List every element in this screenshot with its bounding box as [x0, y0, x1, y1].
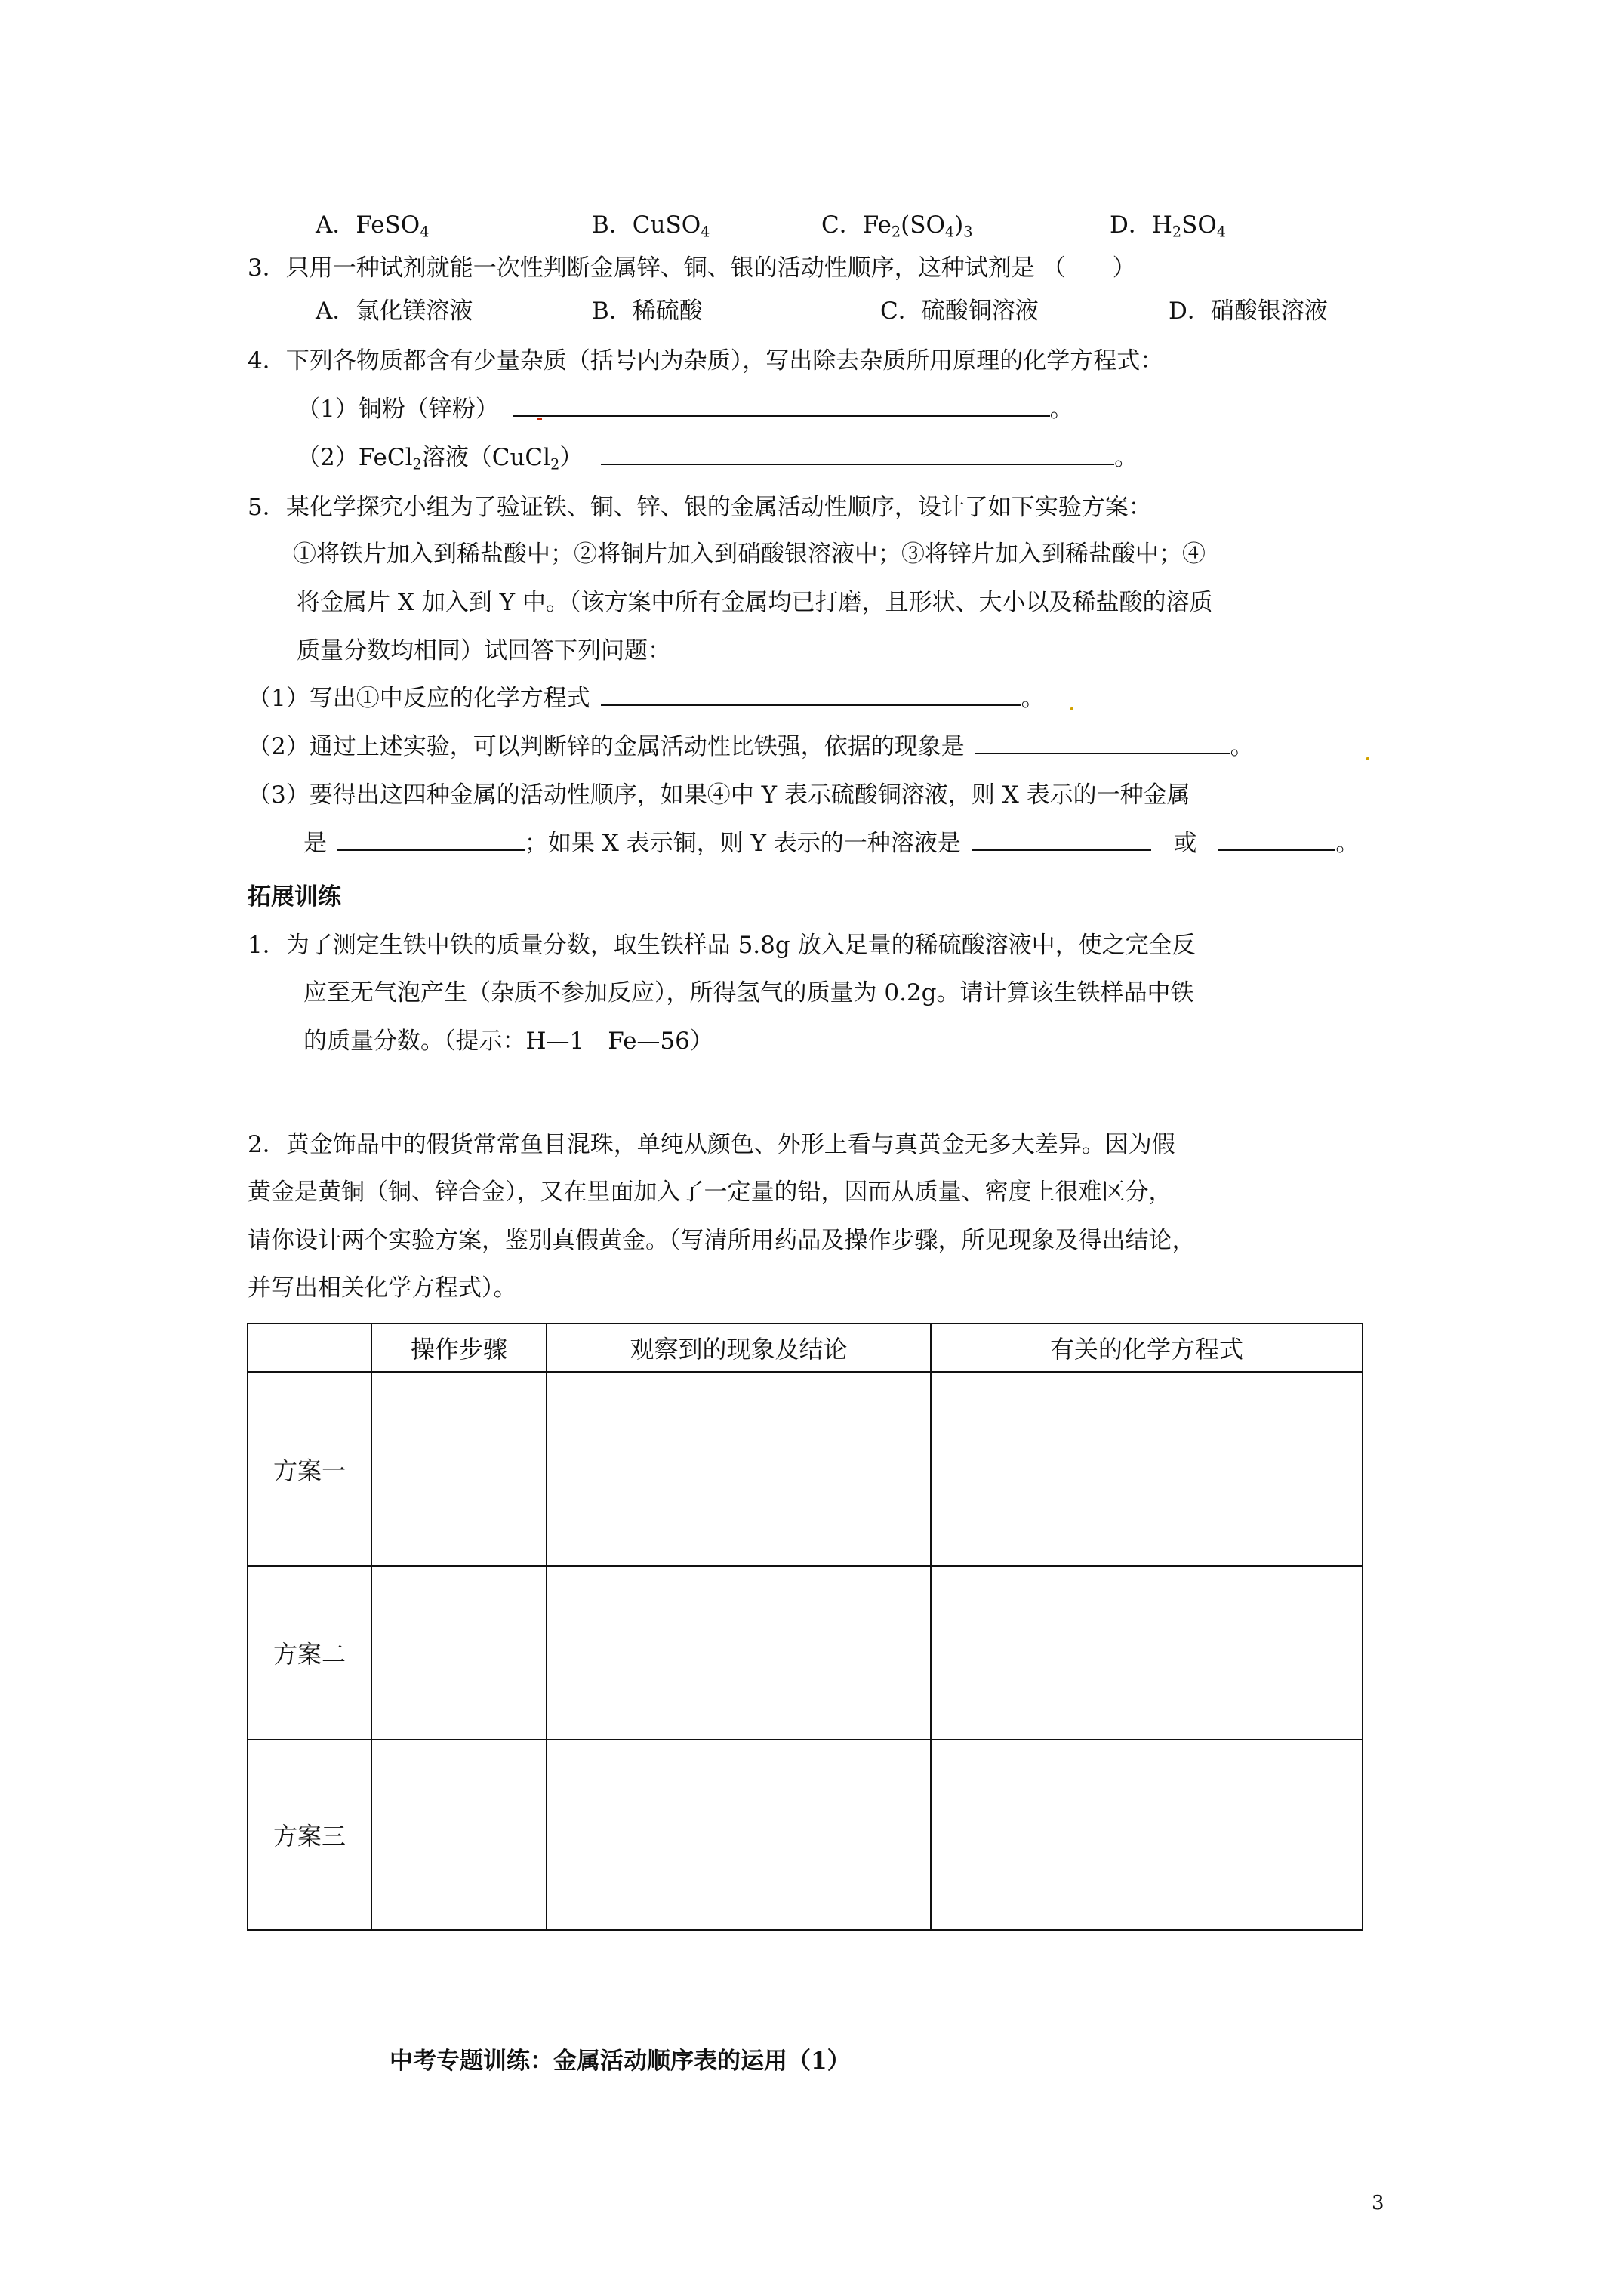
plan-table	[247, 1323, 1363, 1931]
page-number: 3	[1372, 2192, 1384, 2214]
q5-sub2-blank[interactable]	[975, 730, 1230, 754]
table-cell[interactable]	[371, 1372, 547, 1566]
q5-sub2: （2）通过上述实验，可以判断锌的金属活动性比铁强，依据的现象是 。	[248, 730, 1254, 763]
q3-stem: 3．只用一种试剂就能一次性判断金属锌、铜、银的活动性顺序，这种试剂是 （ ）	[248, 254, 1136, 282]
yellow-mark	[1366, 757, 1369, 760]
section-title: 拓展训练	[248, 883, 341, 911]
table-row	[248, 1372, 1363, 1566]
table-header-cell: 观察到的现象及结论	[547, 1324, 931, 1372]
ext1-line3: 的质量分数。（提示：H—1 Fe—56）	[303, 1028, 713, 1055]
ext1-line1: 1．为了测定生铁中铁的质量分数，取生铁样品 5.8g 放入足量的稀硫酸溶液中，使之完全反	[248, 932, 1196, 959]
q2-option-a: A．FeSO$_4$	[316, 211, 430, 241]
q4-item1-blank[interactable]	[513, 393, 1050, 417]
row-label: 方案二	[248, 1566, 371, 1740]
q2-option-b: B．CuSO$_4$	[592, 211, 710, 241]
q2-option-c: C．$Fe_2(SO_4)_3$	[821, 211, 973, 241]
q5-line3: 将金属片 X 加入到 Y 中。（该方案中所有金属均已打磨，且形状、大小以及稀盐酸的溶质	[297, 589, 1213, 616]
table-row	[248, 1740, 1363, 1930]
q2-options	[316, 208, 1226, 242]
q5-sub3-solution-blank-1[interactable]	[972, 827, 1151, 851]
red-mark	[537, 418, 542, 420]
q4-stem: 4．下列各物质都含有少量杂质（括号内为杂质），写出除去杂质所用原理的化学方程式：	[248, 347, 1164, 374]
q4-item1: （1）铜粉（锌粉） 。	[297, 393, 1073, 426]
q5-stem: 5．某化学探究小组为了验证铁、铜、锌、银的金属活动性顺序，设计了如下实验方案：	[248, 494, 1152, 521]
q5-sub1: （1）写出①中反应的化学方程式 。	[248, 682, 1045, 715]
table-cell[interactable]	[371, 1740, 547, 1930]
table-cell[interactable]	[547, 1372, 931, 1566]
q2-option-d: D．$H_2SO_4$	[1110, 211, 1226, 241]
footer-title: 中考专题训练：金属活动顺序表的运用（1）	[390, 2048, 851, 2075]
q5-sub3-line1: （3）要得出这四种金属的活动性顺序，如果④中 Y 表示硫酸铜溶液，则 X 表示的一种金属	[248, 781, 1190, 809]
q4-item2: （2）FeCl$_2$溶液（CuCl$_2$） 。	[297, 441, 1138, 474]
q5-sub3-solution-blank-2[interactable]	[1218, 827, 1335, 851]
table-row	[248, 1566, 1363, 1740]
table-header-row	[248, 1324, 1363, 1372]
row-label: 方案三	[248, 1740, 371, 1930]
ext2-line3: 请你设计两个实验方案，鉴别真假黄金。（写清所用药品及操作步骤，所见现象及得出结论，	[248, 1227, 1196, 1254]
ext2-line2: 黄金是黄铜（铜、锌合金），又在里面加入了一定量的铅，因而从质量、密度上很难区分，	[248, 1179, 1172, 1206]
ext2-line4: 并写出相关化学方程式）。	[248, 1274, 517, 1302]
q3-option-d: D．硝酸银溶液	[1169, 297, 1328, 325]
q5-sub1-blank[interactable]	[601, 682, 1021, 706]
table-header-cell: 有关的化学方程式	[931, 1324, 1363, 1372]
table-header-cell: 操作步骤	[371, 1324, 547, 1372]
q3-option-b: B．稀硫酸	[592, 297, 703, 325]
q5-sub3-line2: 是 ；如果 X 表示铜，则 Y 表示的一种溶液是 或 。	[303, 827, 1359, 860]
q3-option-a: A．氯化镁溶液	[316, 297, 473, 325]
table-cell[interactable]	[931, 1372, 1363, 1566]
table-cell[interactable]	[547, 1740, 931, 1930]
table-cell[interactable]	[371, 1566, 547, 1740]
table-cell[interactable]	[931, 1740, 1363, 1930]
q5-line4: 质量分数均相同）试回答下列问题：	[297, 637, 671, 664]
ext1-line2: 应至无气泡产生（杂质不参加反应），所得氢气的质量为 0.2g。请计算该生铁样品中铁	[303, 979, 1194, 1006]
q3-option-c: C．硫酸铜溶液	[880, 297, 1039, 325]
q5-sub3-metal-blank[interactable]	[337, 827, 525, 851]
yellow-mark	[1070, 707, 1073, 710]
table-cell[interactable]	[931, 1566, 1363, 1740]
table-cell[interactable]	[547, 1566, 931, 1740]
q5-line2: ①将铁片加入到稀盐酸中；②将铜片加入到硝酸银溶液中；③将锌片加入到稀盐酸中；④	[293, 541, 1206, 568]
table-header-cell	[248, 1324, 371, 1372]
q4-item2-blank[interactable]	[601, 441, 1114, 465]
ext2-line1: 2．黄金饰品中的假货常常鱼目混珠，单纯从颜色、外形上看与真黄金无多大差异。因为假	[248, 1131, 1175, 1158]
row-label: 方案一	[248, 1372, 371, 1566]
